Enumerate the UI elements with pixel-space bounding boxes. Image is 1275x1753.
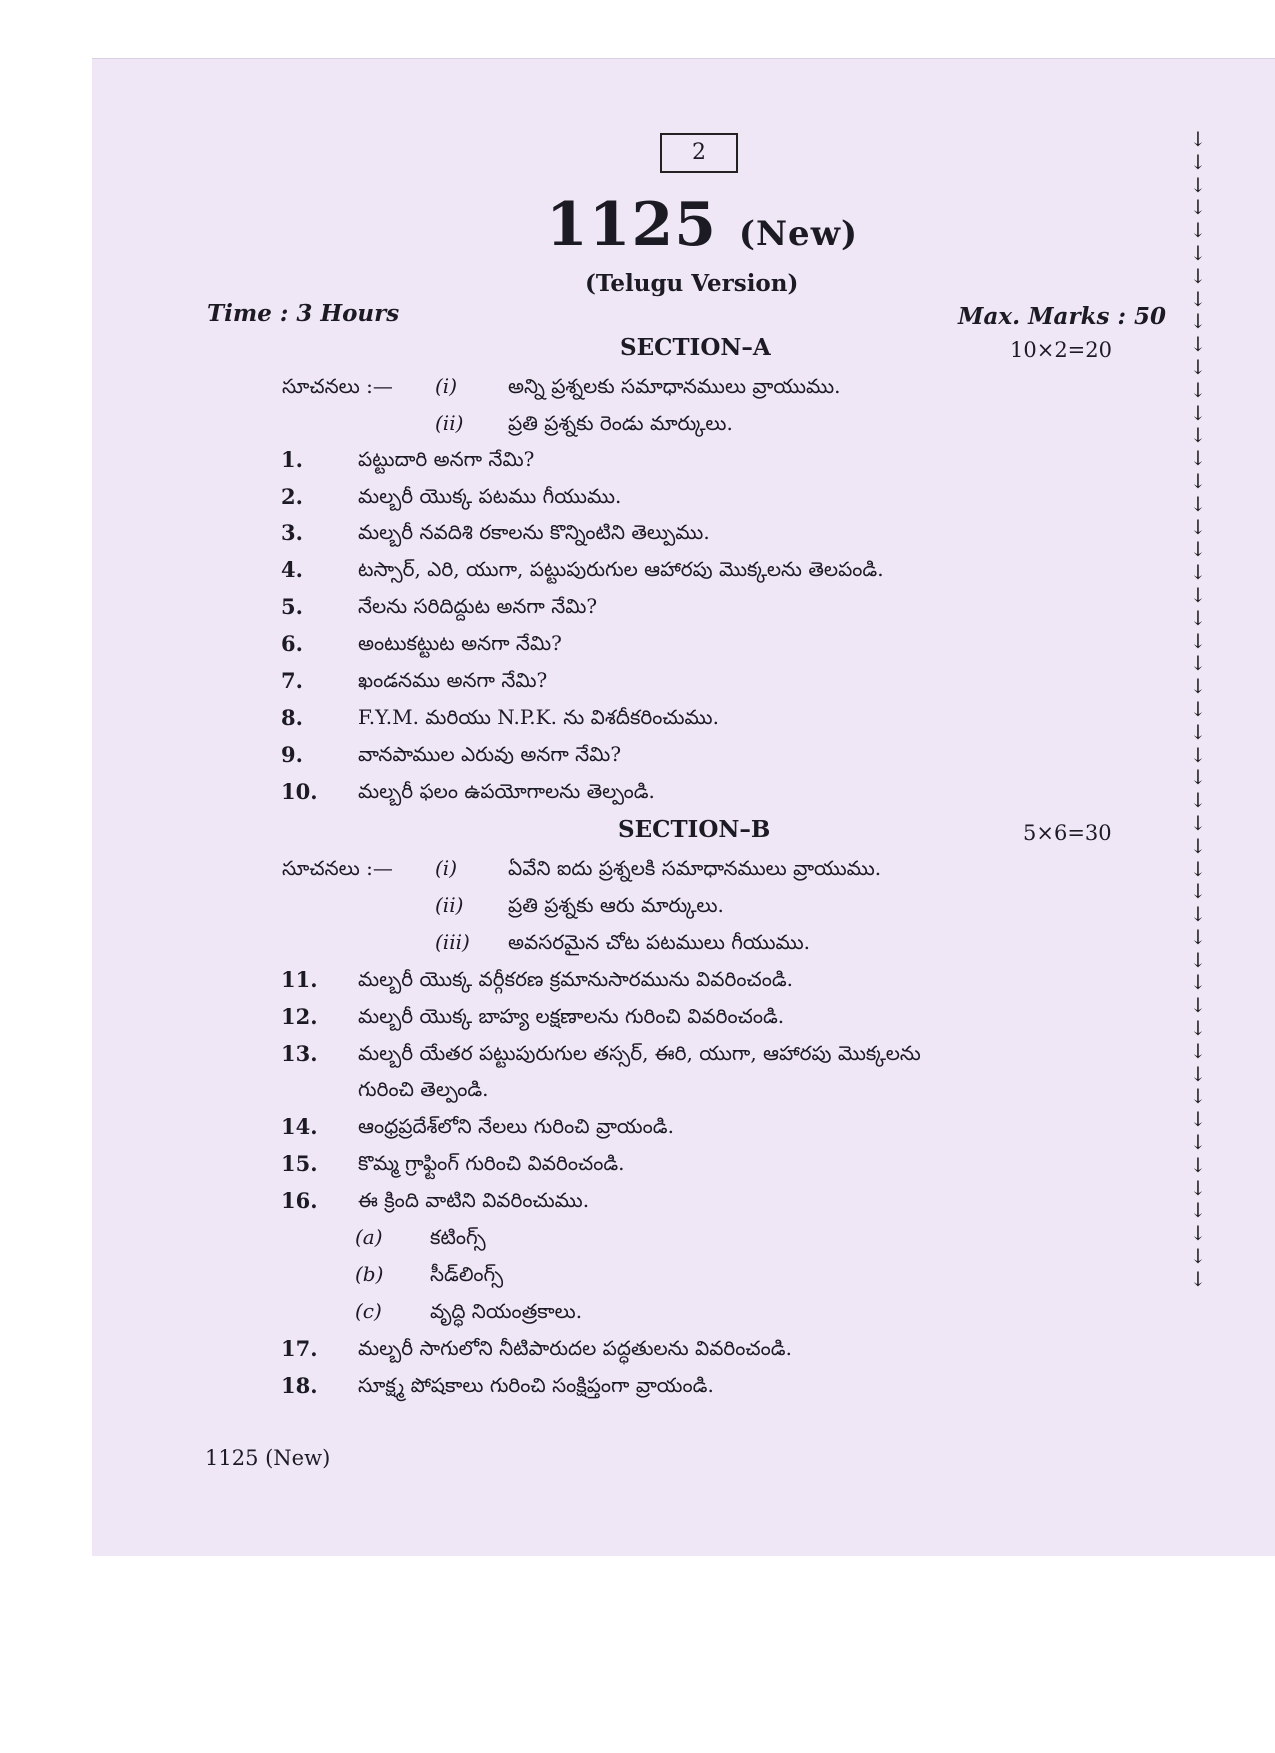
down-arrow-icon: ↓	[1189, 879, 1207, 904]
down-arrow-icon: ↓	[1189, 1130, 1207, 1155]
instruction-text: అవసరమైన చోట పటములు గీయుము.	[508, 930, 810, 954]
question-text: ఆంధ్రప్రదేశ్‌లోని నేలలు గురించి వ్రాయండి.	[358, 1114, 674, 1138]
question-text-continued: గురించి తెల్పండి.	[358, 1077, 489, 1101]
down-arrow-icon: ↓	[1189, 970, 1207, 995]
down-arrow-icon: ↓	[1189, 240, 1207, 265]
question-number: 5.	[281, 594, 303, 619]
question-text: మల్బరీ నవదిశి రకాలను కొన్నింటిని తెల్పుము.	[358, 520, 710, 544]
question-number: 6.	[281, 631, 303, 656]
subquestion-label: (b)	[355, 1262, 384, 1286]
question-text: ఖండనము అనగా నేమి?	[358, 668, 548, 692]
question-text: అంటుకట్టుట అనగా నేమి?	[358, 631, 562, 655]
version-label: (Telugu Version)	[585, 270, 799, 297]
question-text: మల్బరీ యేతర పట్టుపురుగుల తస్సర్, ఈరి, యుగా, ఆహారపు మొక్కలను	[358, 1041, 921, 1065]
down-arrow-icon: ↓	[1189, 696, 1207, 721]
instruction-text: ప్రతి ప్రశ్నకు రెండు మార్కులు.	[508, 411, 733, 435]
question-number: 4.	[281, 557, 303, 582]
down-arrow-icon: ↓	[1189, 218, 1207, 243]
down-arrow-icon: ↓	[1189, 833, 1207, 858]
down-arrow-icon: ↓	[1189, 195, 1207, 220]
subquestion-text: సీడ్‌లింగ్స్	[430, 1262, 504, 1286]
question-number: 8.	[281, 705, 303, 730]
question-number: 16.	[281, 1188, 318, 1213]
paper-code-number: 1125	[546, 190, 717, 260]
question-text: సూక్ష్మ పోషకాలు గురించి సంక్షిప్తంగా వ్రాయండి.	[358, 1373, 714, 1397]
instruction-num: (iii)	[435, 930, 470, 954]
question-number: 3.	[281, 520, 303, 545]
down-arrow-icon: ↓	[1189, 354, 1207, 379]
instruction-text: ప్రతి ప్రశ్నకు ఆరు మార్కులు.	[508, 893, 724, 917]
section-a-marks: 10×2=20	[1010, 338, 1112, 362]
down-arrow-icon: ↓	[1189, 1061, 1207, 1086]
question-text: మల్బరీ యొక్క బాహ్య లక్షణాలను గురించి వివరించండి.	[358, 1004, 785, 1028]
page-number-box: 2	[660, 133, 738, 173]
question-number: 9.	[281, 742, 303, 767]
down-arrow-icon: ↓	[1189, 332, 1207, 357]
down-arrow-icon: ↓	[1189, 286, 1207, 311]
down-arrow-icon: ↓	[1189, 1152, 1207, 1177]
down-arrow-icon: ↓	[1189, 1084, 1207, 1109]
question-text: నేలను సరిదిద్దుట అనగా నేమి?	[358, 594, 598, 618]
down-arrow-icon: ↓	[1189, 924, 1207, 949]
question-text: కొమ్మ గ్రాఫ్టింగ్ గురించి వివరించండి.	[358, 1151, 625, 1175]
down-arrow-icon: ↓	[1189, 1016, 1207, 1041]
question-number: 14.	[281, 1114, 318, 1139]
down-arrow-icon: ↓	[1189, 1038, 1207, 1063]
question-text: మల్బరీ యొక్క వర్గీకరణ క్రమానుసారమును వివరించండి.	[358, 967, 793, 991]
question-number: 10.	[281, 779, 318, 804]
question-number: 12.	[281, 1004, 318, 1029]
down-arrow-icon: ↓	[1189, 674, 1207, 699]
down-arrow-icon: ↓	[1189, 149, 1207, 174]
subquestion-label: (c)	[355, 1299, 382, 1323]
down-arrow-icon: ↓	[1189, 1175, 1207, 1200]
down-arrow-icon: ↓	[1189, 605, 1207, 630]
section-b-title: SECTION–B	[618, 816, 771, 843]
paper-code	[546, 190, 858, 260]
instruction-num: (i)	[435, 856, 458, 880]
question-text: మల్బరీ సాగులోని నీటిపారుదల పద్ధతులను వివరించండి.	[358, 1336, 792, 1360]
question-text: F.Y.M. మరియు N.P.K. ను విశదీకరించుము.	[358, 705, 719, 729]
question-number: 18.	[281, 1373, 318, 1398]
down-arrow-icon: ↓	[1189, 172, 1207, 197]
down-arrow-icon: ↓	[1189, 856, 1207, 881]
down-arrow-icon: ↓	[1189, 263, 1207, 288]
down-arrow-icon: ↓	[1189, 719, 1207, 744]
question-text: పట్టుదారి అనగా నేమి?	[358, 447, 535, 471]
question-text: వానపాముల ఎరువు అనగా నేమి?	[358, 742, 622, 766]
down-arrow-icon: ↓	[1189, 468, 1207, 493]
section-b-marks: 5×6=30	[1023, 821, 1112, 845]
down-arrow-icon: ↓	[1189, 560, 1207, 585]
instruction-num: (i)	[435, 374, 458, 398]
down-arrow-icon: ↓	[1189, 537, 1207, 562]
down-arrow-icon: ↓	[1189, 582, 1207, 607]
question-text: ఈ క్రింది వాటిని వివరించుము.	[358, 1188, 590, 1212]
paper-code-suffix: (New)	[738, 214, 859, 254]
question-number: 11.	[281, 967, 318, 992]
down-arrow-icon: ↓	[1189, 902, 1207, 927]
down-arrow-icon: ↓	[1189, 1107, 1207, 1132]
question-number: 15.	[281, 1151, 318, 1176]
down-arrow-icon: ↓	[1189, 947, 1207, 972]
down-arrow-icon: ↓	[1189, 788, 1207, 813]
question-number: 13.	[281, 1041, 318, 1066]
down-arrow-icon: ↓	[1189, 1244, 1207, 1269]
section-a-note-label: సూచనలు :—	[282, 374, 393, 398]
question-number: 1.	[281, 447, 303, 472]
down-arrow-icon: ↓	[1189, 127, 1207, 151]
max-marks-label: Max. Marks : 50	[958, 303, 1166, 330]
question-number: 7.	[281, 668, 303, 693]
question-number: 2.	[281, 484, 303, 509]
down-arrow-icon: ↓	[1189, 628, 1207, 653]
instruction-num: (ii)	[435, 893, 464, 917]
question-text: మల్బరీ ఫలం ఉపయోగాలను తెల్పండి.	[358, 779, 655, 803]
down-arrow-icon: ↓	[1189, 1198, 1207, 1223]
down-arrow-icon: ↓	[1189, 742, 1207, 767]
section-b-note-label: సూచనలు :—	[282, 856, 393, 880]
question-number: 17.	[281, 1336, 318, 1361]
down-arrow-icon: ↓	[1189, 1266, 1207, 1291]
down-arrow-icon: ↓	[1189, 491, 1207, 516]
question-text: టస్సార్, ఎరి, యుగా, పట్టుపురుగుల ఆహారపు మొక్కలను తెలపండి.	[358, 557, 884, 581]
section-a-title: SECTION–A	[620, 334, 771, 361]
subquestion-text: వృద్ధి నియంత్రకాలు.	[430, 1299, 583, 1323]
instruction-num: (ii)	[435, 411, 464, 435]
instruction-text: ఏవేని ఐదు ప్రశ్నలకి సమాధానములు వ్రాయుము.	[508, 856, 882, 880]
down-arrow-icon: ↓	[1189, 810, 1207, 835]
down-arrow-icon: ↓	[1189, 1221, 1207, 1246]
down-arrow-icon: ↓	[1189, 309, 1207, 334]
subquestion-text: కటింగ్స్	[430, 1225, 486, 1249]
question-text: మల్బరీ యొక్క పటము గీయుము.	[358, 484, 622, 508]
down-arrow-icon: ↓	[1189, 765, 1207, 790]
down-arrow-icon: ↓	[1189, 400, 1207, 425]
subquestion-label: (a)	[355, 1225, 383, 1249]
down-arrow-icon: ↓	[1189, 651, 1207, 676]
instruction-text: అన్ని ప్రశ్నలకు సమాధానములు వ్రాయుము.	[508, 374, 841, 398]
down-arrow-icon: ↓	[1189, 377, 1207, 402]
down-arrow-icon: ↓	[1189, 514, 1207, 539]
down-arrow-icon: ↓	[1189, 993, 1207, 1018]
time-label: Time : 3 Hours	[207, 300, 400, 327]
down-arrow-icon: ↓	[1189, 423, 1207, 448]
margin-arrow-column	[1188, 128, 1208, 1291]
footer-code: 1125 (New)	[205, 1446, 331, 1470]
down-arrow-icon: ↓	[1189, 446, 1207, 471]
